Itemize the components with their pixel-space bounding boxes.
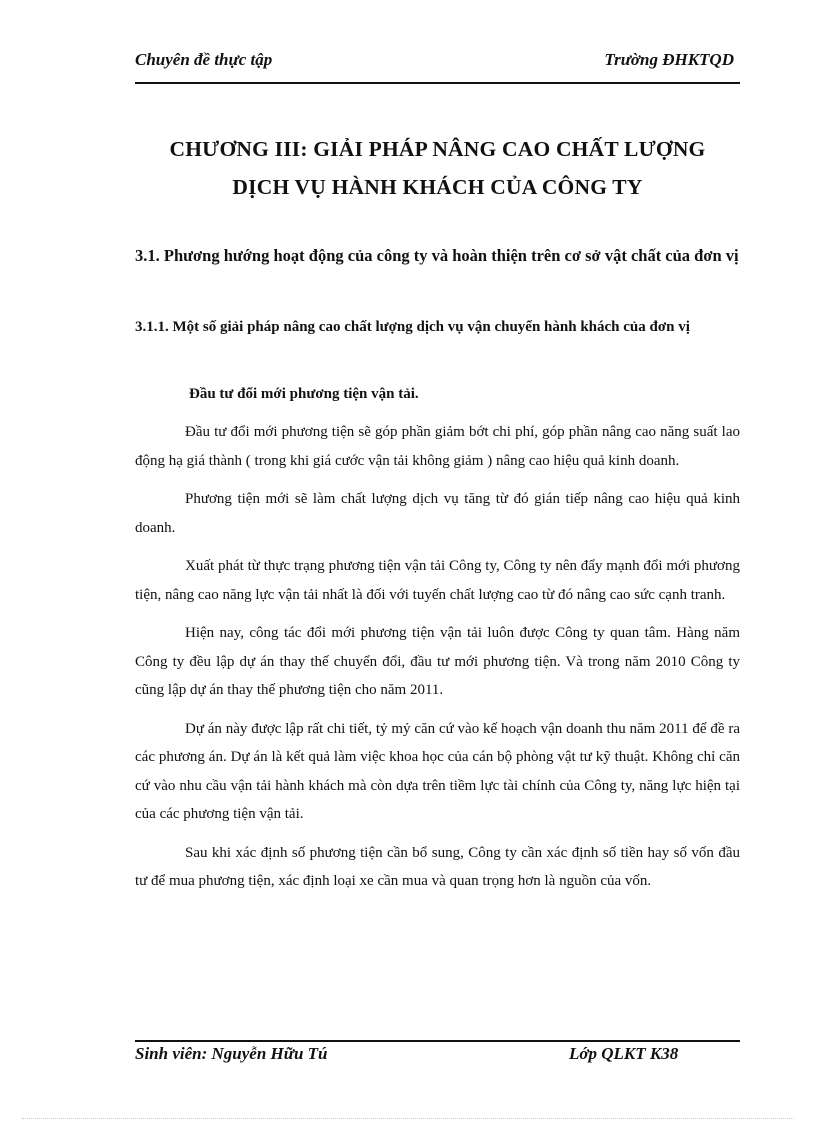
paragraph: Phương tiện mới sẽ làm chất lượng dịch vụ tăng từ đó gián tiếp nâng cao hiệu quả kinh doanh.: [135, 491, 740, 536]
section-heading-3-1-1: 3.1.1. Một số giải pháp nâng cao chất lượng dịch vụ vận chuyển hành khách của đơn vị: [135, 319, 690, 335]
section-heading-3-1: 3.1. Phương hướng hoạt động của công ty và hoàn thiện trên cơ sở vật chất của đơn vị: [135, 246, 739, 265]
paragraph: Đầu tư đổi mới phương tiện sẽ góp phần giảm bớt chi phí, góp phần nâng cao năng suất lao động hạ giá thành ( trong khi giá cước vận tải không giảm ) nâng cao hiệu quả kinh doanh.: [135, 424, 740, 469]
subheading-vehicle-investment: Đầu tư đổi mới phương tiện vận tải.: [189, 386, 419, 402]
footer-class: Lớp QLKT K38: [569, 1044, 679, 1063]
header-report-type: Chuyên đề thực tập: [135, 50, 273, 69]
page-header: [135, 48, 740, 84]
paragraph: Hiện nay, công tác đổi mới phương tiện vận tải luôn được Công ty quan tâm. Hàng năm Công ty đều lập dự án thay thế chuyển đổi, đầu tư mới phương tiện. Và trong năm 2010 Công ty cũng lập dự án thay thế phương tiện cho năm 2011.: [135, 625, 740, 698]
footer-divider: [135, 1040, 740, 1042]
header-university: Trường ĐHKTQD: [604, 50, 734, 69]
chapter-title: [135, 130, 740, 206]
paragraph: Sau khi xác định số phương tiện cần bổ sung, Công ty cần xác định số tiền hay số vốn đầu tư để mua phương tiện, xác định loại xe cần mua và quan trọng hơn là nguồn của vốn.: [135, 844, 740, 889]
body-text: [135, 418, 740, 906]
paragraph: Dự án này được lập rất chi tiết, tỷ mỷ căn cứ vào kế hoạch vận doanh thu năm 2011 để đề ra các phương án. Dự án là kết quả làm việc khoa học của cán bộ phòng vật tư kỹ thuật. Không chỉ căn cứ vào nhu cầu vận tải hành khách mà còn dựa trên tiềm lực tài chính của Công ty, năng lực hiện tại của các phương tiện vận tải.: [135, 720, 740, 822]
chapter-title-line-1: CHƯƠNG III: GIẢI PHÁP NÂNG CAO CHẤT LƯỢNG: [169, 137, 706, 161]
footer-student-name: Sinh viên: Nguyễn Hữu Tú: [135, 1044, 328, 1063]
page-edge-divider: [22, 1118, 794, 1119]
chapter-title-line-2: DỊCH VỤ HÀNH KHÁCH CỦA CÔNG TY: [232, 175, 643, 199]
paragraph: Xuất phát từ thực trạng phương tiện vận tải Công ty, Công ty nên đẩy mạnh đổi mới phương tiện, nâng cao năng lực vận tải nhất là đối với tuyến chất lượng cao từ đó nâng cao sức cạnh tranh.: [135, 558, 740, 603]
